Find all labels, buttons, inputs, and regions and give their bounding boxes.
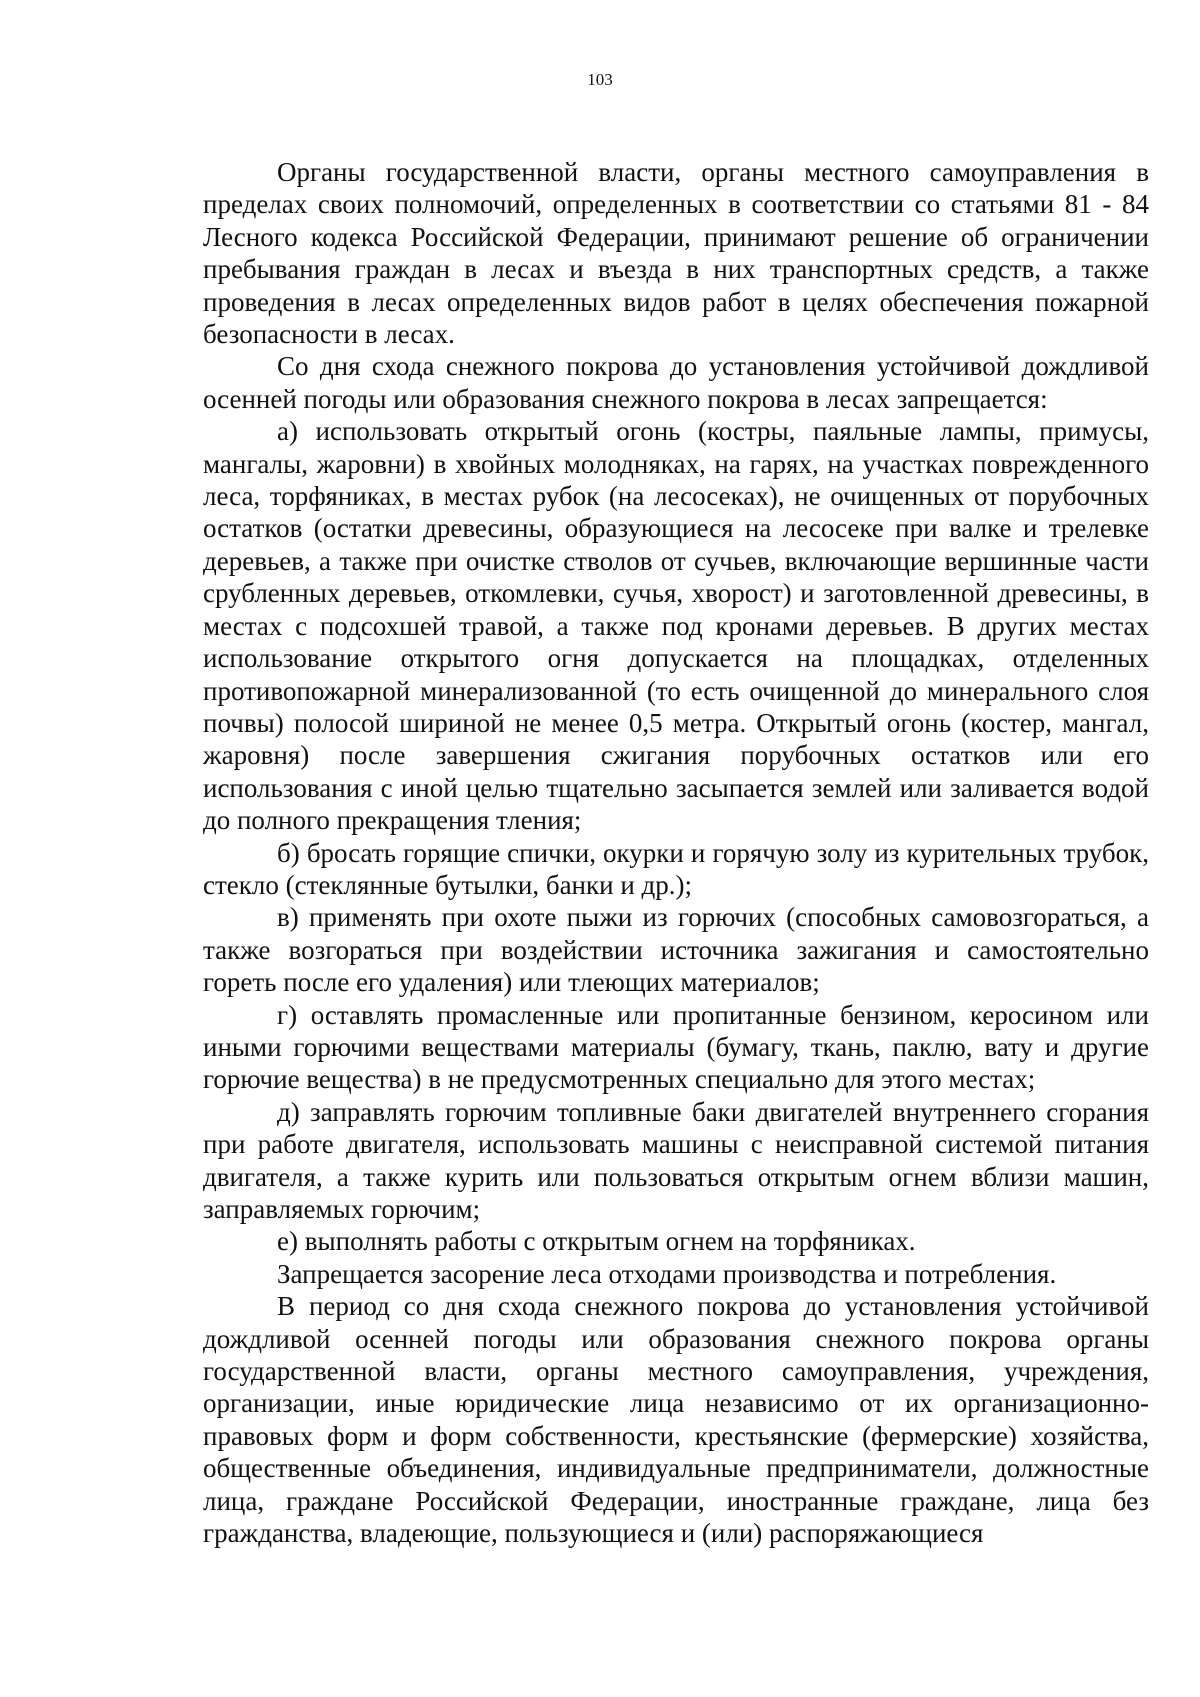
paragraph-item-v-hunting-wads: в) применять при охоте пыжи из горючих (способных самовозгораться, а также возгораться при воздействии источника зажигания и самостоятельно гореть после его удаления) или тлеющих материалов;: [203, 902, 1149, 998]
paragraph-authorities-restrictions: Органы государственной власти, органы местного самоуправления в пределах своих полномочий, определенных в соответствии со статьями 81 - 84 Лесного кодекса Российской Федерации, принимают решение об ограничении пребывания граждан в лесах и въезда в них транспортных средств, а также проведения в лесах определенных видов работ в целях обеспечения пожарной безопасности в лесах.: [203, 157, 1149, 350]
paragraph-item-a-open-fire: а) использовать открытый огонь (костры, паяльные лампы, примусы, мангалы, жаровни) в хвойных молодняках, на гарях, на участках поврежденного леса, торфяниках, в местах рубок (на лесосеках), не очищенных от порубочных остатков (остатки древесины, образующиеся на лесосеке при валке и трелевке деревьев, а также при очистке стволов от сучьев, включающие вершинные части срубленных деревьев, откомлевки, сучья, хворост) и заготовленной древесины, в местах с подсохшей травой, а также под кронами деревьев. В других местах использование открытого огня допускается на площадках, отделенных противопожарной минерализованной (то есть очищенной до минерального слоя почвы) полосой шириной не менее 0,5 метра. Открытый огонь (костер, мангал, жаровня) после завершения сжигания порубочных остатков или его использования с иной целью тщательно засыпается землей или заливается водой до полного прекращения тления;: [203, 416, 1149, 836]
paragraph-littering-prohibited: Запрещается засорение леса отходами производства и потребления.: [277, 1258, 1057, 1289]
paragraph-prohibited-period: Со дня схода снежного покрова до установления устойчивой дождливой осенней погоды или образования снежного покрова в лесах запрещается:: [203, 351, 1149, 414]
document-body: [203, 156, 1149, 1549]
paragraph-item-b-matches: б) бросать горящие спички, окурки и горячую золу из курительных трубок, стекло (стеклянные бутылки, банки и др.);: [203, 837, 1149, 900]
paragraph-item-e-peatlands: е) выполнять работы с открытым огнем на торфяниках.: [277, 1226, 916, 1257]
page-number: 103: [587, 70, 613, 89]
paragraph-item-g-oily-materials: г) оставлять промасленные или пропитанные бензином, керосином или иными горючими веществами материалы (бумагу, ткань, паклю, вату и другие горючие вещества) в не предусмотренных специально для этого местах;: [203, 999, 1149, 1095]
paragraph-period-obligations: В период со дня схода снежного покрова до установления устойчивой дождливой осенней погоды или образования снежного покрова органы государственной власти, органы местного самоуправления, учреждения, организации, иные юридические лица независимо от их организационно-правовых форм и форм собственности, крестьянские (фермерские) хозяйства, общественные объединения, индивидуальные предприниматели, должностные лица, граждане Российской Федерации, иностранные граждане, лица без гражданства, владеющие, пользующиеся и (или) распоряжающиеся: [203, 1291, 1149, 1549]
paragraph-item-d-refueling: д) заправлять горючим топливные баки двигателей внутреннего сгорания при работе двигателя, использовать машины с неисправной системой питания двигателя, а также курить или пользоваться открытым огнем вблизи машин, заправляемых горючим;: [203, 1096, 1149, 1224]
